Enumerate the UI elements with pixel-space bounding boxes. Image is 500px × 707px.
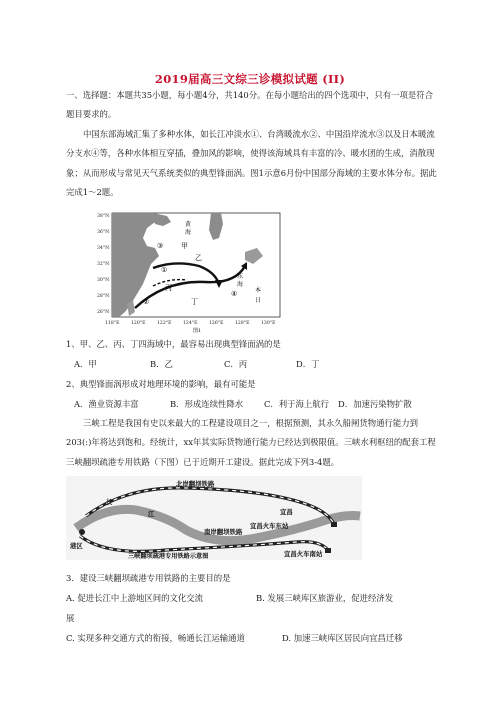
figure-2-railway-map xyxy=(66,476,362,560)
q2-option-a[interactable]: A．渔业资源丰富 xyxy=(74,399,139,409)
east-station-icon xyxy=(331,522,337,527)
lon-label: 126°E xyxy=(209,321,224,326)
question-2-stem: 2、典型锋面涡形成对地理环境的影响，最有可能是 xyxy=(66,379,256,389)
marker-jia: 甲 xyxy=(181,242,188,250)
north-railway-label: 北岸翻坝铁路 xyxy=(176,480,215,488)
question-3-stem: 3．建设三峡翻坝疏港专用铁路的主要目的是 xyxy=(66,573,231,583)
lon-label: 128°E xyxy=(235,321,250,326)
q3-option-b[interactable]: B. 发展三峡库区旅游业，促进经济发 xyxy=(256,593,394,603)
lon-label: 122°E xyxy=(157,321,172,326)
lat-label: 30°N xyxy=(97,278,110,283)
question-2-options xyxy=(74,398,434,410)
question-1-options xyxy=(74,358,434,370)
q3-option-d[interactable]: D. 加速三峡库区居民向宜昌迁移 xyxy=(282,633,403,643)
lat-label: 38°N xyxy=(97,214,110,219)
passage-2: 三峡工程是我国有史以来最大的工程建设项目之一，根据预测，其永久船闸货物通行能力到203(:)年将达到饱和。经统计，xx年其实际货物通行能力已经达到极限值。三峡水利枢纽的配套工程三峡翻坝疏港专用铁路（下图）已于近期开工建设。据此完成下列3-4题。 xyxy=(66,418,436,467)
lat-label: 28°N xyxy=(97,294,110,299)
marker-ding: 丁 xyxy=(191,298,198,306)
east-station-label: 宜昌火车东站 xyxy=(250,522,289,530)
south-station-label: 宜昌火车南站 xyxy=(284,550,323,558)
lat-label: 34°N xyxy=(97,246,110,251)
lat-label: 32°N xyxy=(97,262,110,267)
label-hai-2: 海 xyxy=(237,281,244,288)
label-huang: 黄 xyxy=(185,221,192,228)
q2-option-b[interactable]: B．形成连续性降水 xyxy=(170,399,244,409)
lon-label: 120°E xyxy=(131,321,146,326)
label-ben: 本 xyxy=(255,287,262,294)
port-icon xyxy=(79,529,85,535)
q1-option-c[interactable]: C．丙 xyxy=(224,359,248,369)
q1-option-b[interactable]: B．乙 xyxy=(150,359,173,369)
figure-1-caption: 图1 xyxy=(193,328,202,334)
river-label: 长 xyxy=(106,498,113,506)
marker-1: ① xyxy=(161,266,168,274)
yichang-label: 宜昌 xyxy=(280,508,293,516)
marker-yi: 乙 xyxy=(195,254,202,262)
lat-label: 36°N xyxy=(97,230,110,235)
south-station-icon xyxy=(325,548,331,553)
q3-option-b-wrap: 展 xyxy=(66,613,75,623)
q2-option-c[interactable]: C．利于海上航行 xyxy=(264,399,330,409)
marker-bing: 丙 xyxy=(165,284,172,292)
port-label: 港区 xyxy=(70,542,83,550)
passage-1: 中国东部海域汇集了多种水体，如长江冲淡水①、台湾暖流水②、中国沿岸流水③以及日本暖流分支水④等，各种水体相互穿插，叠加风的影响，使得该海域具有丰富的冷、暖水团的生成，消散现象；从而形成与常见天气系统类似的典型锋面涡。图1示意6月份中国部分海域的主要水体分布。据此完成1～2题。 xyxy=(66,129,437,198)
south-railway-label: 南岸翻坝铁路 xyxy=(204,528,243,536)
label-dong: 东 xyxy=(237,273,244,280)
lon-label: 118°E xyxy=(105,321,120,326)
lon-label: 130°E xyxy=(261,321,276,326)
label-ri: 日 xyxy=(255,297,262,304)
q1-option-a[interactable]: A．甲 xyxy=(74,359,97,369)
lat-label: 26°N xyxy=(97,310,110,315)
marker-4: ④ xyxy=(231,290,238,298)
q1-option-d[interactable]: D．丁 xyxy=(296,359,320,369)
q2-option-d[interactable]: D．加速污染物扩散 xyxy=(338,399,412,409)
lon-label: 124°E xyxy=(183,321,198,326)
q3-option-c[interactable]: C. 实现多种交通方式的衔接，畅通长江运输通道 xyxy=(66,633,245,643)
page-title: 2019届高三文综三诊模拟试题 (II) xyxy=(154,72,346,86)
question-1-stem: 1、甲、乙、丙、丁四海域中，最容易出现典型锋面涡的是 xyxy=(66,339,281,349)
q3-option-a[interactable]: A. 促进长江中上游地区间的文化交流 xyxy=(66,593,203,603)
label-hai: 海 xyxy=(185,229,192,236)
section-intro: 一、选择题：本题共35小题，每小题4分，共140分。在每小题给出的四个选项中，只有一项是符合题目要求的。 xyxy=(66,90,433,120)
figure-2-caption: 三峡翻坝疏港专用铁路示意图 xyxy=(128,553,209,560)
figure-1-map xyxy=(95,208,285,334)
marker-3: ③ xyxy=(157,242,164,250)
marker-2: ② xyxy=(143,298,150,306)
river-label-2: 江 xyxy=(148,510,155,518)
